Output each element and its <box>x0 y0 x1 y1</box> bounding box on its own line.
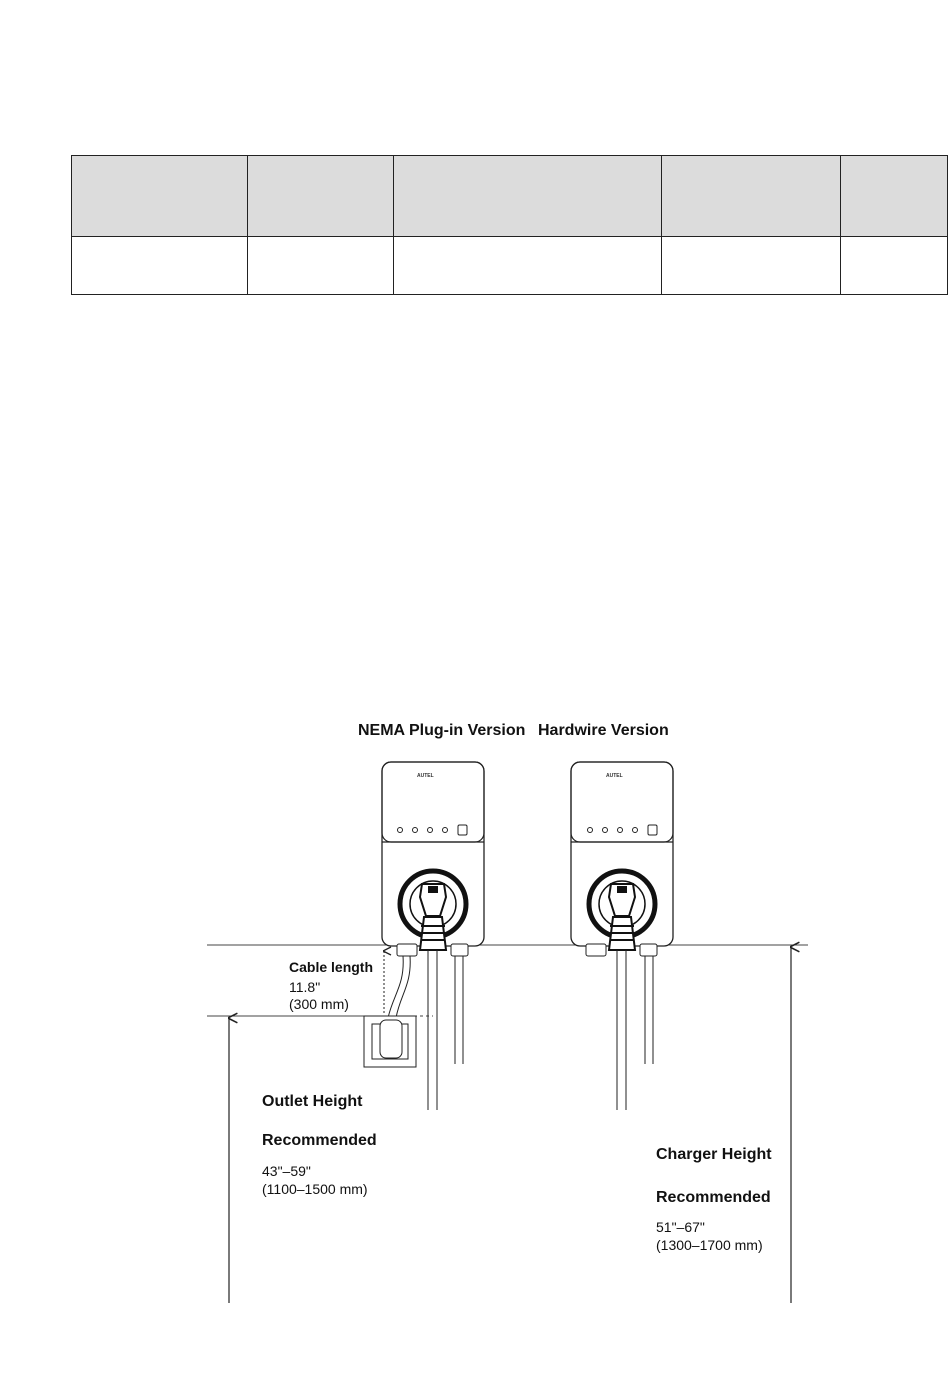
nema-charger-unit <box>382 762 484 956</box>
hardwire-charger-unit <box>571 762 673 956</box>
charger-range-in: 51"–67" <box>656 1219 705 1235</box>
hardwire-cables <box>617 950 653 1110</box>
wall-outlet <box>364 1016 416 1067</box>
cable-length-value-in: 11.8" <box>289 979 321 995</box>
charger-recommended-label: Recommended <box>656 1189 771 1206</box>
charger-height-label: Charger Height <box>656 1146 772 1163</box>
cable-length-label: Cable length <box>289 959 374 975</box>
outlet-range-mm: (1100–1500 mm) <box>262 1181 368 1197</box>
outlet-height-label: Outlet Height <box>262 1093 363 1110</box>
brand-mark: AUTEL <box>417 773 434 779</box>
outlet-recommended-label: Recommended <box>262 1132 377 1149</box>
outlet-range-in: 43"–59" <box>262 1163 311 1179</box>
charger-range-mm: (1300–1700 mm) <box>656 1237 763 1253</box>
cable-length-value-mm: (300 mm) <box>289 996 349 1012</box>
brand-mark: AUTEL <box>606 773 623 779</box>
hardwire-version-title: Hardwire Version <box>538 722 669 739</box>
nema-version-title: NEMA Plug-in Version <box>358 722 526 739</box>
